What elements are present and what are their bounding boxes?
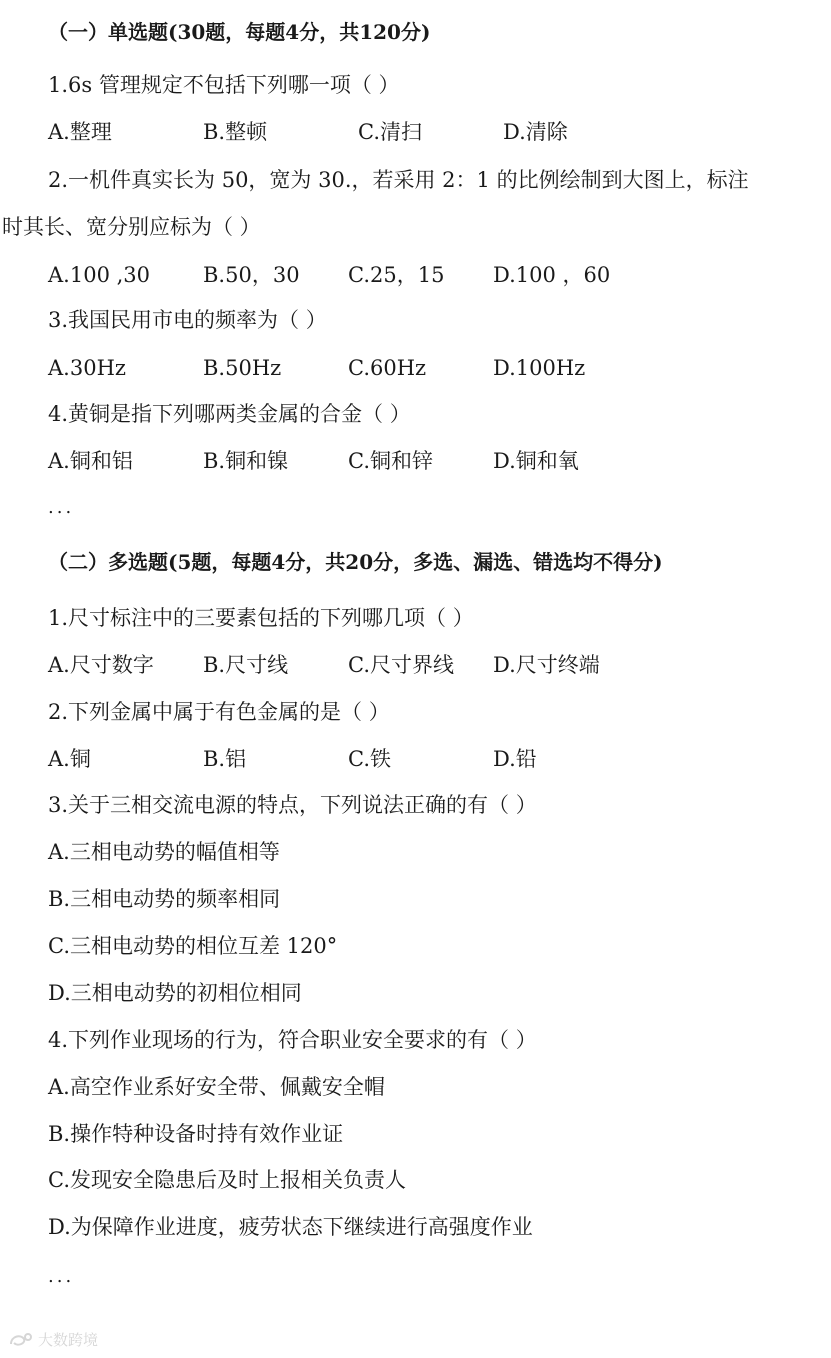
option-row: [48, 651, 828, 679]
question-text: 1.6s 管理规定不包括下列哪一项（ ）: [48, 73, 400, 97]
option-row: [48, 261, 828, 289]
question-text: 3.我国民用市电的频率为（ ）: [48, 308, 327, 332]
option-row: [48, 447, 828, 475]
option-a: A.铜和铝: [48, 449, 133, 473]
question-text: 2.下列金属中属于有色金属的是（ ）: [48, 700, 390, 724]
watermark: [8, 1329, 98, 1350]
section-heading-multiple-choice: （二）多选题(5题，每题4分，共20分，多选、漏选、错选均不得分): [48, 550, 663, 574]
option-a: A.高空作业系好安全带、佩戴安全帽: [48, 1075, 385, 1099]
option-a: A.铜: [48, 747, 91, 771]
option-b: B.三相电动势的频率相同: [48, 887, 281, 911]
option-c: C.尺寸界线: [348, 653, 454, 677]
watermark-text: 大数跨境: [38, 1331, 99, 1349]
option-d: D.铜和氧: [493, 449, 579, 473]
option-d: D.铅: [493, 747, 537, 771]
option-c: C.铜和锌: [348, 449, 433, 473]
option-d: D.清除: [503, 120, 568, 144]
option-c: C.60Hz: [348, 356, 427, 380]
ellipsis: ...: [48, 1266, 75, 1287]
question-text: 4.黄铜是指下列哪两类金属的合金（ ）: [48, 402, 411, 426]
option-b: B.50，30: [203, 263, 300, 287]
option-c: C.清扫: [358, 120, 422, 144]
question-text: 2.一机件真实长为 50，宽为 30.，若采用 2：1 的比例绘制到大图上，标注: [48, 168, 749, 192]
question-text: 1.尺寸标注中的三要素包括的下列哪几项（ ）: [48, 606, 474, 630]
ellipsis: ...: [48, 497, 75, 518]
option-a: A.整理: [48, 120, 112, 144]
brand-logo-icon: [8, 1331, 34, 1349]
option-b: B.尺寸线: [203, 653, 289, 677]
option-row: [48, 745, 828, 773]
option-c: C.发现安全隐患后及时上报相关负责人: [48, 1168, 406, 1192]
option-b: B.50Hz: [203, 356, 282, 380]
option-a: A.尺寸数字: [48, 653, 154, 677]
option-row: [48, 354, 828, 382]
option-a: A.三相电动势的幅值相等: [48, 840, 280, 864]
option-d: D.100 ，60: [493, 263, 611, 287]
option-d: D.为保障作业进度，疲劳状态下继续进行高强度作业: [48, 1215, 533, 1239]
option-a: A.30Hz: [48, 356, 126, 380]
question-text: 4.下列作业现场的行为，符合职业安全要求的有（ ）: [48, 1028, 537, 1052]
question-text: 3.关于三相交流电源的特点，下列说法正确的有（ ）: [48, 793, 537, 817]
option-b: B.铝: [203, 747, 247, 771]
option-c: C.三相电动势的相位互差 120°: [48, 934, 338, 958]
section-heading-single-choice: （一）单选题(30题，每题4分，共120分): [48, 20, 431, 44]
option-d: D.100Hz: [493, 356, 586, 380]
option-d: D.三相电动势的初相位相同: [48, 981, 302, 1005]
option-b: B.操作特种设备时持有效作业证: [48, 1122, 344, 1146]
option-c: C.25，15: [348, 263, 445, 287]
option-row: [48, 118, 828, 146]
option-b: B.铜和镍: [203, 449, 289, 473]
option-b: B.整顿: [203, 120, 268, 144]
option-a: A.100 ,30: [48, 263, 150, 287]
option-d: D.尺寸终端: [493, 653, 600, 677]
question-text-continued: 时其长、宽分别应标为（ ）: [2, 215, 261, 239]
option-c: C.铁: [348, 747, 391, 771]
